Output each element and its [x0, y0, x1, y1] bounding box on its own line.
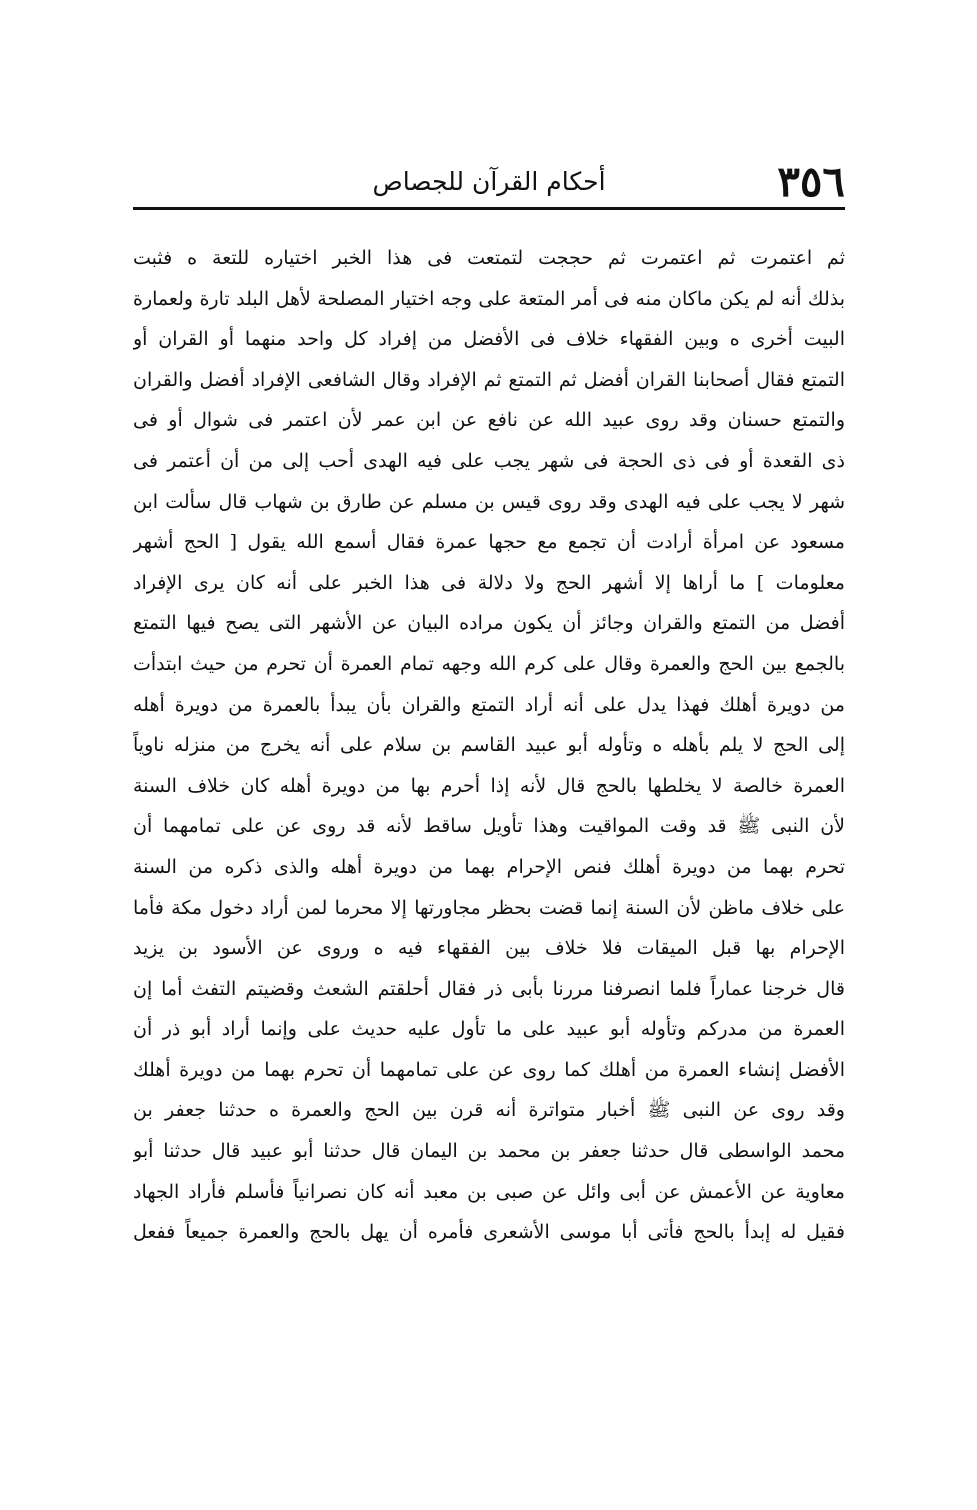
text-line: ثم اعتمرت ثم اعتمرت ثم حججت لتمتعت فى هذا الخبر اختياره للتعة ه فثبت: [133, 247, 845, 269]
body-text: [133, 238, 845, 1253]
text-line: شهر لا يجب على فيه الهدى وقد روى قيس بن مسلم عن طارق بن شهاب قال سألت ابن: [133, 490, 845, 513]
text-line: بذلك أنه لم يكن ماكان منه فى أمر المتعة على وجه اختيار المصلحة لأهل البلد تارة ولعمارة: [133, 287, 845, 310]
text-line: العمرة من مدركم وتأوله أبو عبيد على ما تأول عليه حديث على وإنما أراد أبو ذر أن: [133, 1018, 845, 1041]
text-line: معاوية عن الأعمش عن أبى وائل عن صبى بن معبد أنه كان نصرانياً فأسلم فأراد الجهاد: [133, 1180, 845, 1203]
text-line: بالجمع بين الحج والعمرة وقال على كرم الله وجهه تمام العمرة أن تحرم من حيث ابتدأت: [133, 652, 845, 675]
text-line: تحرم بهما من دويرة أهلك فنص الإحرام بهما من دويرة أهله والذى ذكره من السنة: [133, 855, 845, 878]
page-number: ٣٥٦: [777, 157, 845, 206]
text-line: محمد الواسطى قال حدثنا جعفر بن محمد بن اليمان قال حدثنا أبو عبيد قال حدثنا أبو: [133, 1140, 845, 1163]
running-title: أحكام القرآن للجصاص: [372, 167, 606, 196]
text-line: الأفضل إنشاء العمرة من أهلك كما روى عن على تمامهما أن تحرم بهما من دويرة أهلك: [133, 1058, 845, 1081]
text-line: ذى القعدة أو فى ذى الحجة فى شهر يجب على فيه الهدى أحب إلى من أن أعتمر فى: [133, 449, 845, 472]
text-line: أفضل من التمتع والقران وجائز أن يكون مراده البيان عن الأشهر التى يصح فيها التمتع: [133, 612, 845, 635]
text-line: قال خرجنا عماراً فلما انصرفنا مررنا بأبى ذر فقال أحلقتم الشعث وقضيتم التفث أما إن: [133, 977, 845, 1000]
text-line: معلومات ] ما أراها إلا أشهر الحج ولا دلالة فى هذا الخبر على أنه كان يرى الإفراد: [133, 571, 845, 594]
text-line: الإحرام بها قبل الميقات فلا خلاف بين الفقهاء فيه ه وروى عن الأسود بن يزيد: [133, 937, 845, 960]
page-header: [133, 158, 845, 206]
text-line: العمرة خالصة لا يخلطها بالحج قال لأنه إذا أحرم بها من دويرة أهله كان خلاف السنة: [133, 774, 845, 797]
text-line: إلى الحج لا يلم بأهله ه وتأوله أبو عبيد القاسم بن سلام على أنه يخرج من منزله ناوياً: [133, 734, 845, 757]
text-line: التمتع فقال أصحابنا القران أفضل ثم التمتع ثم الإفراد وقال الشافعى الإفراد أفضل والقران: [133, 368, 845, 391]
text-line: لأن النبى ﷺ قد وقت المواقيت وهذا تأويل ساقط لأنه قد روى عن على تمامهما أن: [133, 815, 845, 838]
text-line: مسعود عن امرأة أرادت أن تجمع مع حجها عمرة فقال أسمع الله يقول [ الحج أشهر: [133, 531, 845, 554]
text-line: البيت أخرى ه وبين الفقهاء خلاف فى الأفضل من إفراد كل واحد منهما أو القران أو: [133, 328, 845, 351]
text-line: وقد روى عن النبى ﷺ أخبار متواترة أنه قرن بين الحج والعمرة ه حدثنا جعفر بن: [133, 1099, 845, 1122]
text-line: والتمتع حسنان وقد روى عبيد الله عن نافع عن ابن عمر لأن اعتمر فى شوال أو فى: [133, 409, 845, 432]
header-rule: [133, 207, 845, 210]
text-line: من دويرة أهلك فهذا يدل على أنه أراد التمتع والقران بأن يبدأ بالعمرة من دويرة أهله: [133, 693, 845, 716]
text-line: فقيل له إبدأ بالحج فأتى أبا موسى الأشعرى فأمره أن يهل بالحج والعمرة جميعاً ففعل: [133, 1221, 845, 1244]
text-line: على خلاف ماظن لأن السنة إنما قضت بحظر مجاورتها إلا محرما لمن أراد دخول مكة فأما: [133, 896, 845, 919]
